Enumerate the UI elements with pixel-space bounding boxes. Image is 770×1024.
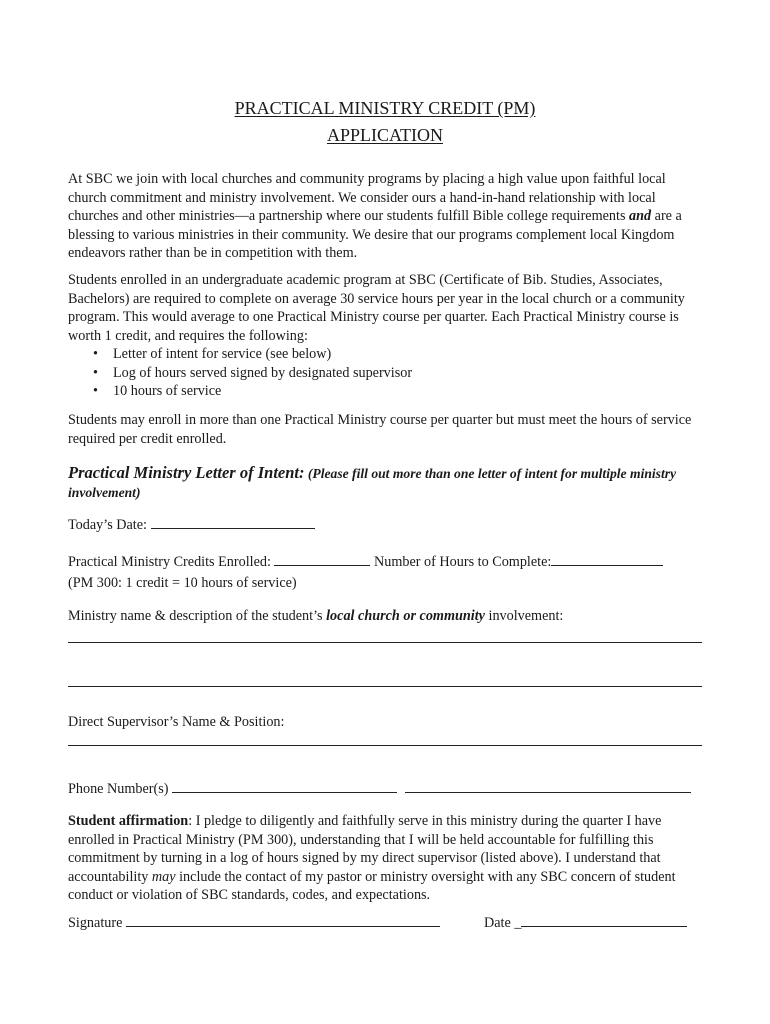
date-label: Date _: [484, 915, 522, 931]
requirements-section: [68, 271, 704, 401]
date-field[interactable]: [521, 912, 687, 927]
phone-row: [68, 778, 691, 799]
document-title-line2: APPLICATION: [326, 125, 443, 145]
phone-label: Phone Number(s): [68, 781, 169, 797]
todays-date-row: [68, 514, 315, 535]
intro-emphasis: and: [629, 208, 652, 224]
intro-text-1: At SBC we join with local churches and community programs by placing a high value upon faithful local church commitment and ministry involvement. We consider ours a hand-in-hand relationship with local churches and other ministries—a partnership where our students fulfill Bible college requirements: [68, 171, 666, 224]
letter-heading-main: Practical Ministry Letter of Intent:: [68, 463, 305, 482]
phone-field-1[interactable]: [172, 778, 397, 793]
intro-text-2: are a blessing to various ministries in their community. We desire that our programs complement local Kingdom endeavors rather than be in competition with them.: [68, 208, 682, 261]
todays-date-label: Today’s Date:: [68, 517, 147, 533]
date-row: [484, 912, 687, 933]
requirements-list: [68, 345, 704, 401]
ministry-description-label: [68, 607, 563, 626]
intro-paragraph: [68, 170, 704, 263]
signature-field[interactable]: [126, 912, 440, 927]
affirmation-text-2: include the contact of my pastor or ministry oversight with any SBC concern of student conduct or violation of SBC standards, codes, and expectations.: [68, 868, 676, 903]
letter-heading-note: (Please fill out more than one letter of intent for multiple ministry involvement): [68, 466, 677, 500]
hours-label: Number of Hours to Complete:: [374, 554, 552, 570]
affirmation-label: Student affirmation: [68, 813, 189, 829]
credits-row: [68, 551, 663, 572]
ministry-description-line-2[interactable]: [68, 686, 702, 687]
hours-field[interactable]: [551, 551, 663, 566]
supervisor-line[interactable]: [68, 745, 702, 746]
affirmation-emphasis: may: [151, 868, 176, 885]
document-title-line1: PRACTICAL MINISTRY CREDIT (PM): [234, 98, 536, 118]
signature-row: [68, 912, 440, 933]
credits-label: Practical Ministry Credits Enrolled:: [68, 554, 271, 570]
requirement-item: • Letter of intent for service (see below): [113, 345, 704, 364]
supervisor-label: Direct Supervisor’s Name & Position:: [68, 714, 285, 730]
credits-field[interactable]: [274, 551, 370, 566]
todays-date-field[interactable]: [151, 514, 315, 529]
requirement-item: • 10 hours of service: [113, 382, 704, 401]
requirement-item: • Log of hours served signed by designated supervisor: [113, 364, 704, 383]
affirmation-text-1: : I pledge to diligently and faithfully serve in this ministry during the quarter I have enrolled in Practical Ministry (PM 300), understanding that I will be held accountable for fulfilling this commitment by turning in a log of hours signed by my direct supervisor (listed above). I understand that accountability: [68, 813, 662, 885]
ministry-label-b: involvement:: [484, 608, 564, 624]
pm-note: (PM 300: 1 credit = 10 hours of service): [68, 575, 297, 591]
phone-field-2[interactable]: [405, 778, 691, 793]
student-affirmation: [68, 812, 704, 905]
signature-label: Signature: [68, 915, 123, 931]
ministry-label-emphasis: local church or community: [326, 608, 485, 624]
requirements-paragraph: Students enrolled in an undergraduate academic program at SBC (Certificate of Bib. Studies, Associates, Bachelors) are required to complete on average 30 service hours per year in the local church or a community program. This would average to one Practical Ministry course per quarter. Each Practical Ministry course is worth 1 credit, and requires the following:: [68, 272, 685, 344]
letter-of-intent-heading: [68, 464, 708, 502]
ministry-description-line-1[interactable]: [68, 642, 702, 643]
enroll-note: Students may enroll in more than one Practical Ministry course per quarter but must meet the hours of service required per credit enrolled.: [68, 412, 692, 447]
ministry-label-a: Ministry name & description of the student’s: [68, 608, 327, 624]
